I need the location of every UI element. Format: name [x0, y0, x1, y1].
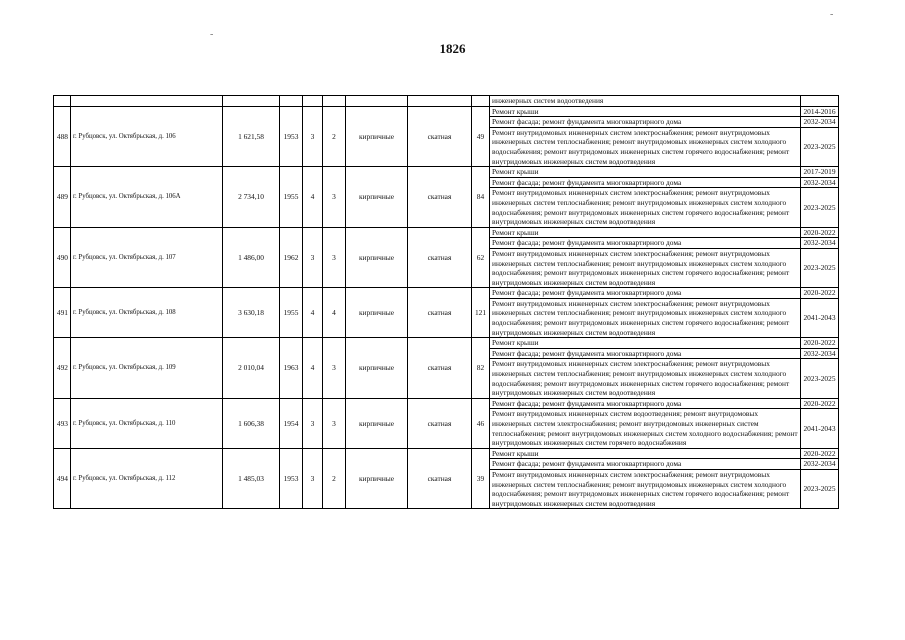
- work-period: 2023-2025: [801, 248, 839, 287]
- work-period: 2020-2022: [801, 227, 839, 238]
- building-area: 1 486,00: [223, 227, 280, 288]
- table-row: [54, 106, 839, 117]
- build-year: 1963: [280, 338, 303, 399]
- work-description: Ремонт крыши: [490, 338, 801, 349]
- entrance-count: 2: [323, 106, 346, 167]
- work-description: Ремонт фасада; ремонт фундамента многоквартирного дома: [490, 398, 801, 409]
- row-number: 491: [54, 288, 71, 338]
- work-description: Ремонт фасада; ремонт фундамента многоквартирного дома: [490, 117, 801, 128]
- entrance-count: 2: [323, 448, 346, 509]
- build-year: 1962: [280, 227, 303, 288]
- resident-count: 82: [472, 338, 490, 399]
- entrance-count: 3: [323, 227, 346, 288]
- table-row: [54, 167, 839, 178]
- building-area: 3 630,18: [223, 288, 280, 338]
- build-year: 1954: [280, 398, 303, 448]
- cell-empty: [346, 96, 408, 107]
- work-description: Ремонт фасада; ремонт фундамента многоквартирного дома: [490, 459, 801, 470]
- cell-empty: [472, 96, 490, 107]
- floor-count: 4: [303, 338, 323, 399]
- work-period: 2032-2034: [801, 459, 839, 470]
- wall-material: кирпичные: [346, 448, 408, 509]
- row-number: 492: [54, 338, 71, 399]
- cell-empty: [280, 96, 303, 107]
- work-period: 2023-2025: [801, 359, 839, 398]
- work-description: Ремонт крыши: [490, 106, 801, 117]
- continuation-row: [54, 96, 839, 107]
- cell-empty: [71, 96, 223, 107]
- work-description: Ремонт крыши: [490, 167, 801, 178]
- resident-count: 84: [472, 167, 490, 228]
- work-description: Ремонт внутридомовых инженерных систем электроснабжения; ремонт внутридомовых инженерных систем теплоснабжения; ремонт внутридомовых инженерных систем холодного водоснабжения; ремонт внутридомовых инженерных систем горячего водоснабжения; ремонт внутридомовых инженерных систем водоотведения: [490, 298, 801, 337]
- cell-empty: [801, 96, 839, 107]
- work-period: 2014-2016: [801, 106, 839, 117]
- wall-material: кирпичные: [346, 338, 408, 399]
- work-period: 2032-2034: [801, 348, 839, 359]
- building-area: 1 606,38: [223, 398, 280, 448]
- work-description: Ремонт внутридомовых инженерных систем электроснабжения; ремонт внутридомовых инженерных систем теплоснабжения; ремонт внутридомовых инженерных систем холодного водоснабжения; ремонт внутридомовых инженерных систем горячего водоснабжения; ремонт внутридомовых инженерных систем водоотведения: [490, 188, 801, 227]
- resident-count: 39: [472, 448, 490, 509]
- roof-type: скатная: [408, 448, 472, 509]
- corner-mark-top-left: -: [210, 29, 214, 40]
- register-body: [54, 96, 839, 509]
- housing-repair-register-table: [53, 95, 839, 509]
- cell-empty: [323, 96, 346, 107]
- floor-count: 4: [303, 167, 323, 228]
- building-area: 2 010,04: [223, 338, 280, 399]
- resident-count: 62: [472, 227, 490, 288]
- entrance-count: 3: [323, 338, 346, 399]
- roof-type: скатная: [408, 106, 472, 167]
- table-row: [54, 288, 839, 299]
- row-number: 488: [54, 106, 71, 167]
- roof-type: скатная: [408, 227, 472, 288]
- work-period: 2032-2034: [801, 117, 839, 128]
- build-year: 1953: [280, 106, 303, 167]
- building-area: 1 485,03: [223, 448, 280, 509]
- work-period: 2023-2025: [801, 469, 839, 508]
- build-year: 1953: [280, 448, 303, 509]
- work-description: Ремонт фасада; ремонт фундамента многоквартирного дома: [490, 288, 801, 299]
- work-period: 2041-2043: [801, 298, 839, 337]
- entrance-count: 3: [323, 167, 346, 228]
- building-address: г. Рубцовск, ул. Октябрьская, д. 108: [71, 288, 223, 338]
- cell-empty: [303, 96, 323, 107]
- building-area: 2 734,10: [223, 167, 280, 228]
- page-number: 1826: [439, 41, 466, 56]
- work-description: Ремонт крыши: [490, 227, 801, 238]
- cell-empty: [54, 96, 71, 107]
- row-number: 489: [54, 167, 71, 228]
- work-description: Ремонт внутридомовых инженерных систем электроснабжения; ремонт внутридомовых инженерных систем теплоснабжения; ремонт внутридомовых инженерных систем холодного водоснабжения; ремонт внутридомовых инженерных систем горячего водоснабжения; ремонт внутридомовых инженерных систем водоотведения: [490, 359, 801, 398]
- wall-material: кирпичные: [346, 398, 408, 448]
- table-row: [54, 338, 839, 349]
- table-row: [54, 398, 839, 409]
- work-description: Ремонт крыши: [490, 448, 801, 459]
- work-description: инженерных систем водоотведения: [490, 96, 801, 107]
- resident-count: 49: [472, 106, 490, 167]
- floor-count: 3: [303, 448, 323, 509]
- row-number: 490: [54, 227, 71, 288]
- building-address: г. Рубцовск, ул. Октябрьская, д. 106: [71, 106, 223, 167]
- work-description: Ремонт фасада; ремонт фундамента многоквартирного дома: [490, 238, 801, 249]
- resident-count: 46: [472, 398, 490, 448]
- work-period: 2020-2022: [801, 338, 839, 349]
- row-number: 494: [54, 448, 71, 509]
- building-address: г. Рубцовск, ул. Октябрьская, д. 110: [71, 398, 223, 448]
- roof-type: скатная: [408, 167, 472, 228]
- work-period: 2020-2022: [801, 398, 839, 409]
- resident-count: 121: [472, 288, 490, 338]
- work-period: 2023-2025: [801, 127, 839, 166]
- work-description: Ремонт внутридомовых инженерных систем электроснабжения; ремонт внутридомовых инженерных систем теплоснабжения; ремонт внутридомовых инженерных систем холодного водоснабжения; ремонт внутридомовых инженерных систем горячего водоснабжения; ремонт внутридомовых инженерных систем водоотведения: [490, 469, 801, 508]
- building-address: г. Рубцовск, ул. Октябрьская, д. 106А: [71, 167, 223, 228]
- table-row: [54, 227, 839, 238]
- roof-type: скатная: [408, 288, 472, 338]
- roof-type: скатная: [408, 398, 472, 448]
- floor-count: 3: [303, 227, 323, 288]
- work-description: Ремонт фасада; ремонт фундамента многоквартирного дома: [490, 177, 801, 188]
- building-area: 1 621,58: [223, 106, 280, 167]
- floor-count: 3: [303, 398, 323, 448]
- wall-material: кирпичные: [346, 288, 408, 338]
- table-row: [54, 448, 839, 459]
- building-address: г. Рубцовск, ул. Октябрьская, д. 107: [71, 227, 223, 288]
- wall-material: кирпичные: [346, 167, 408, 228]
- work-period: 2017-2019: [801, 167, 839, 178]
- roof-type: скатная: [408, 338, 472, 399]
- work-period: 2032-2034: [801, 177, 839, 188]
- floor-count: 3: [303, 106, 323, 167]
- wall-material: кирпичные: [346, 227, 408, 288]
- building-address: г. Рубцовск, ул. Октябрьская, д. 112: [71, 448, 223, 509]
- work-description: Ремонт внутридомовых инженерных систем водоотведения; ремонт внутридомовых инженерных систем электроснабжения; ремонт внутридомовых инженерных систем теплоснабжения; ремонт внутридомовых инженерных систем холодного водоснабжения; ремонт внутридомовых инженерных систем горячего водоснабжения: [490, 409, 801, 448]
- work-description: Ремонт внутридомовых инженерных систем электроснабжения; ремонт внутридомовых инженерных систем теплоснабжения; ремонт внутридомовых инженерных систем холодного водоснабжения; ремонт внутридомовых инженерных систем горячего водоснабжения; ремонт внутридомовых инженерных систем водоотведения: [490, 248, 801, 287]
- work-description: Ремонт фасада; ремонт фундамента многоквартирного дома: [490, 348, 801, 359]
- entrance-count: 4: [323, 288, 346, 338]
- work-description: Ремонт внутридомовых инженерных систем электроснабжения; ремонт внутридомовых инженерных систем теплоснабжения; ремонт внутридомовых инженерных систем холодного водоснабжения; ремонт внутридомовых инженерных систем горячего водоснабжения; ремонт внутридомовых инженерных систем водоотведения: [490, 127, 801, 166]
- work-period: 2032-2034: [801, 238, 839, 249]
- work-period: 2023-2025: [801, 188, 839, 227]
- floor-count: 4: [303, 288, 323, 338]
- build-year: 1955: [280, 167, 303, 228]
- entrance-count: 3: [323, 398, 346, 448]
- building-address: г. Рубцовск, ул. Октябрьская, д. 109: [71, 338, 223, 399]
- row-number: 493: [54, 398, 71, 448]
- build-year: 1955: [280, 288, 303, 338]
- cell-empty: [408, 96, 472, 107]
- work-period: 2041-2043: [801, 409, 839, 448]
- wall-material: кирпичные: [346, 106, 408, 167]
- corner-mark-top-right: -: [830, 9, 834, 20]
- cell-empty: [223, 96, 280, 107]
- work-period: 2020-2022: [801, 448, 839, 459]
- work-period: 2020-2022: [801, 288, 839, 299]
